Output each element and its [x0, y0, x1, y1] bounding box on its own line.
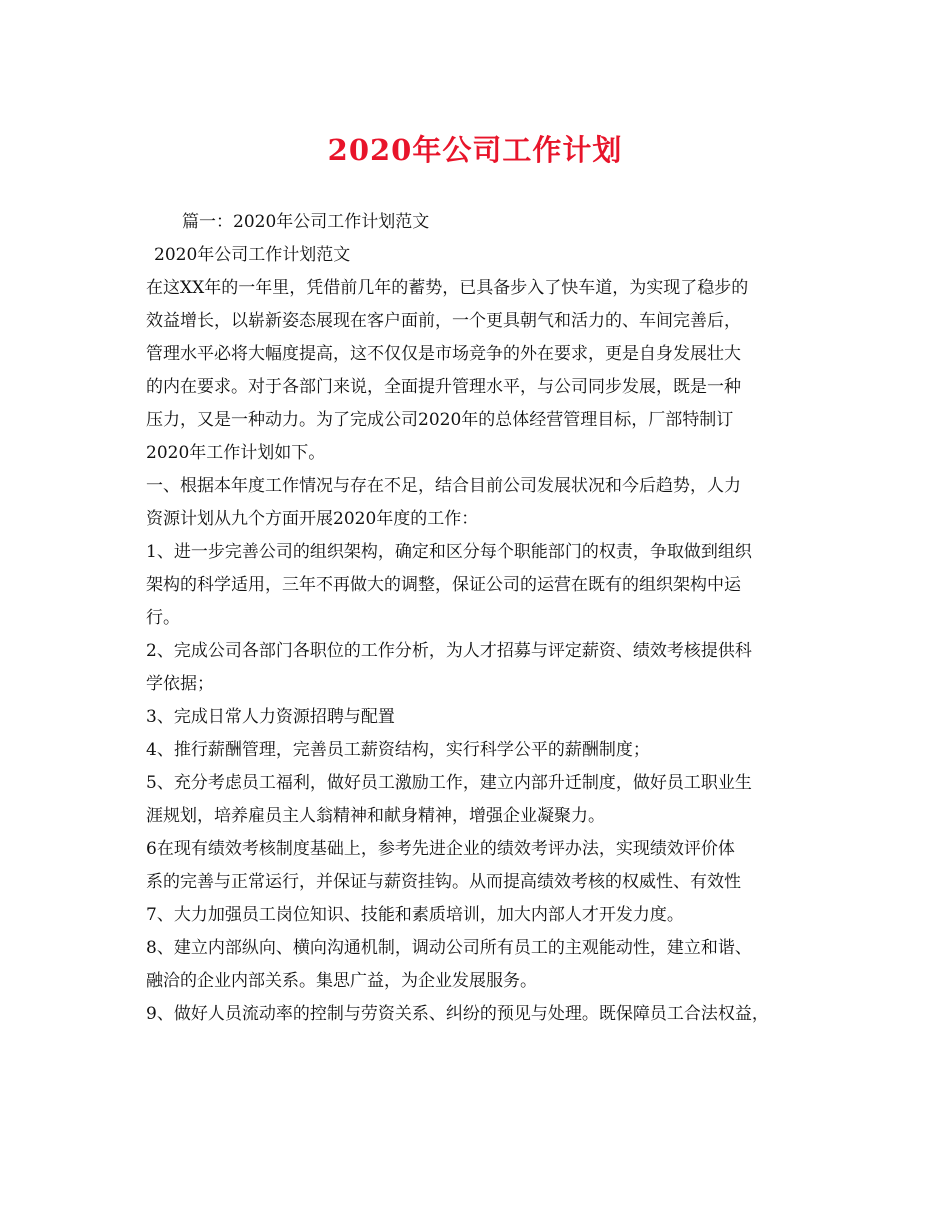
list-item-line: 融洽的企业内部关系。集思广益，为企业发展服务。 — [146, 971, 537, 991]
paragraph-line: 一、根据本年度工作情况与存在不足，结合目前公司发展状况和今后趋势，人力 — [146, 476, 741, 496]
paragraph-line: 效益增长，以崭新姿态展现在客户面前，一个更具朝气和活力的、车间完善后， — [146, 311, 741, 331]
list-item-line: 6在现有绩效考核制度基础上，参考先进企业的绩效考评办法，实现绩效评价体 — [146, 839, 735, 859]
list-item-line: 5、充分考虑员工福利，做好员工激励工作，建立内部升迁制度，做好员工职业生 — [146, 773, 752, 793]
list-item-line: 涯规划，培养雇员主人翁精神和献身精神，增强企业凝聚力。 — [146, 806, 605, 826]
list-item-line: 1、进一步完善公司的组织架构，确定和区分每个职能部门的权责，争取做到组织 — [146, 542, 752, 562]
paragraph-line: 管理水平必将大幅度提高，这不仅仅是市场竞争的外在要求，更是自身发展壮大 — [146, 344, 741, 364]
list-item-line: 8、建立内部纵向、横向沟通机制，调动公司所有员工的主观能动性，建立和谐、 — [146, 938, 752, 958]
paragraph-line: 2020年工作计划如下。 — [146, 443, 326, 463]
paragraph-line: 在这XX年的一年里，凭借前几年的蓄势，已具备步入了快车道，为实现了稳步的 — [146, 278, 749, 298]
document-body — [146, 206, 826, 1031]
list-item-line: 9、做好人员流动率的控制与劳资关系、纠纷的预见与处理。既保障员工合法权益， — [146, 1004, 769, 1024]
list-item-line: 2、完成公司各部门各职位的工作分析，为人才招募与评定薪资、绩效考核提供科 — [146, 641, 752, 661]
list-item-line: 学依据； — [146, 674, 214, 694]
list-item-line: 3、完成日常人力资源招聘与配置 — [146, 707, 395, 727]
list-item-line: 4、推行薪酬管理，完善员工薪资结构，实行科学公平的薪酬制度； — [146, 740, 650, 760]
list-item-line: 架构的科学适用，三年不再做大的调整，保证公司的运营在既有的组织架构中运 — [146, 575, 741, 595]
document-title: 2020年公司工作计划 — [327, 133, 623, 167]
paragraph-line: 资源计划从九个方面开展2020年度的工作： — [146, 509, 479, 529]
list-item-line: 系的完善与正常运行，并保证与薪资挂钩。从而提高绩效考核的权威性、有效性 — [146, 872, 741, 892]
paragraph-line: 的内在要求。对于各部门来说，全面提升管理水平，与公司同步发展，既是一种 — [146, 377, 741, 397]
list-item-line: 行。 — [146, 608, 180, 628]
list-item-line: 7、大力加强员工岗位知识、技能和素质培训，加大内部人才开发力度。 — [146, 905, 684, 925]
subtitle-line: 2020年公司工作计划范文 — [154, 245, 351, 265]
paragraph-line: 压力，又是一种动力。为了完成公司2020年的总体经营管理目标，厂部特制订 — [146, 410, 734, 430]
section-heading: 篇一：2020年公司工作计划范文 — [182, 212, 430, 232]
